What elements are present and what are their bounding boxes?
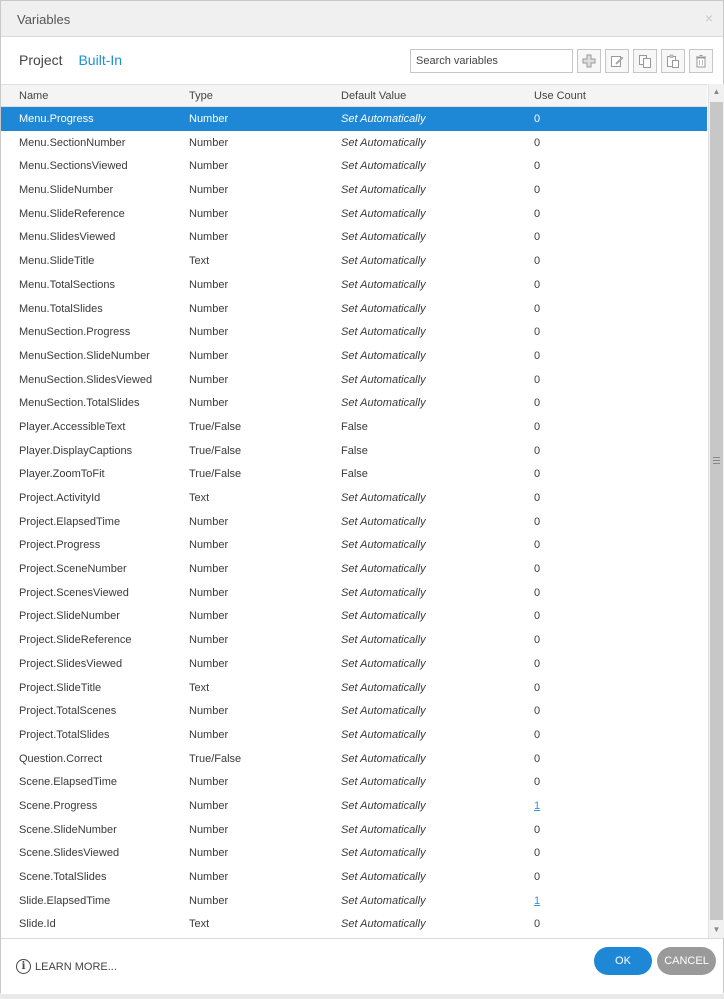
cell-use-count: 0	[534, 231, 541, 244]
cell-type: Number	[189, 776, 229, 789]
cell-use-count: 0	[534, 184, 541, 197]
table-row[interactable]	[1, 912, 707, 936]
cell-use-count: 0	[534, 634, 541, 647]
cell-use-count: 0	[534, 136, 541, 149]
table-row[interactable]	[1, 652, 707, 676]
title-bar	[1, 1, 723, 37]
cell-type: Text	[189, 492, 210, 504]
table-row[interactable]	[1, 510, 707, 534]
copy-variable-button[interactable]	[633, 49, 657, 73]
ok-button[interactable]: OK	[594, 947, 652, 975]
cell-default-value: Set Automatically	[341, 349, 426, 362]
cell-type: Number	[189, 326, 229, 339]
cell-default-value: Set Automatically	[341, 515, 426, 528]
cell-default-value: Set Automatically	[341, 847, 426, 860]
table-row[interactable]	[1, 462, 707, 486]
cell-default-value: Set Automatically	[341, 752, 426, 765]
column-header-default-value[interactable]: Default Value	[341, 90, 407, 102]
cell-name: Project.ActivityId	[19, 492, 101, 504]
edit-variable-button[interactable]	[605, 49, 629, 73]
table-row[interactable]	[1, 794, 707, 818]
cell-name: Project.SlideNumber	[19, 610, 120, 623]
delete-variable-button[interactable]	[689, 49, 713, 73]
column-header-name[interactable]: Name	[19, 90, 49, 102]
paste-variable-button[interactable]	[661, 49, 685, 73]
cell-use-count: 0	[534, 823, 541, 836]
cell-use-count[interactable]: 1	[534, 894, 541, 907]
cell-type: Number	[189, 136, 229, 149]
cell-use-count: 0	[534, 326, 541, 339]
cell-name: Menu.SlideReference	[19, 207, 125, 220]
cell-default-value: Set Automatically	[341, 563, 426, 576]
grip-icon	[713, 457, 720, 464]
cell-use-count: 0	[534, 207, 541, 220]
cell-default-value: Set Automatically	[341, 302, 426, 315]
cell-use-count: 0	[534, 468, 541, 481]
cell-default-value: Set Automatically	[341, 160, 426, 173]
cell-name: Project.ScenesViewed	[19, 586, 129, 599]
cell-type: True/False	[189, 468, 242, 481]
table-row[interactable]	[1, 178, 707, 202]
cell-name: Menu.SlideNumber	[19, 184, 114, 197]
cell-use-count: 0	[534, 586, 541, 599]
copy-icon	[638, 54, 652, 68]
cell-name: Scene.SlideNumber	[19, 823, 117, 836]
cell-name: Scene.TotalSlides	[19, 871, 107, 883]
table-row[interactable]	[1, 841, 707, 865]
table-row[interactable]	[1, 344, 707, 368]
cell-default-value: Set Automatically	[341, 231, 426, 244]
close-icon[interactable]: ×	[704, 10, 713, 26]
cell-type: Number	[189, 728, 229, 741]
cell-type: Number	[189, 799, 229, 812]
table-row[interactable]	[1, 297, 707, 321]
cell-use-count: 0	[534, 255, 541, 268]
cell-default-value: Set Automatically	[341, 918, 426, 931]
table-row[interactable]	[1, 439, 707, 463]
cell-type: Number	[189, 847, 229, 860]
cell-name: Menu.SlideTitle	[19, 255, 95, 268]
cell-use-count: 0	[534, 657, 541, 670]
cell-use-count: 0	[534, 705, 541, 718]
table-row[interactable]	[1, 415, 707, 439]
cell-default-value: Set Automatically	[341, 373, 426, 386]
cell-default-value: Set Automatically	[341, 610, 426, 623]
table-row[interactable]	[1, 320, 707, 344]
cell-name: Slide.ElapsedTime	[19, 894, 111, 907]
cell-use-count: 0	[534, 302, 541, 315]
cell-name: Player.DisplayCaptions	[19, 444, 133, 457]
cell-use-count: 0	[534, 420, 541, 433]
table-row[interactable]	[1, 107, 707, 131]
cell-use-count: 0	[534, 918, 541, 931]
table-row[interactable]	[1, 273, 707, 297]
cell-name: Scene.SlidesViewed	[19, 847, 120, 860]
cell-type: Number	[189, 160, 229, 173]
cell-default-value: Set Automatically	[341, 397, 426, 410]
cell-type: Text	[189, 255, 210, 268]
cell-type: Number	[189, 184, 229, 197]
cell-name: MenuSection.SlidesViewed	[19, 373, 153, 386]
cell-default-value: Set Automatically	[341, 776, 426, 789]
dialog-title: Variables	[17, 12, 71, 27]
delete-icon	[694, 54, 708, 68]
cell-default-value: Set Automatically	[341, 278, 426, 291]
cell-name: Menu.SlidesViewed	[19, 231, 116, 244]
search-input[interactable]	[410, 49, 573, 73]
cell-name: Project.SlideReference	[19, 634, 132, 647]
cell-use-count: 0	[534, 539, 541, 552]
cell-default-value: Set Automatically	[341, 681, 426, 694]
cell-type: Number	[189, 397, 229, 410]
table-row[interactable]	[1, 486, 707, 510]
cell-use-count: 0	[534, 444, 541, 457]
table-row[interactable]	[1, 770, 707, 794]
cell-default-value: Set Automatically	[341, 539, 426, 552]
cell-name: Player.ZoomToFit	[19, 468, 105, 481]
cell-name: Project.SlideTitle	[19, 681, 102, 694]
cell-name: Project.TotalScenes	[19, 705, 117, 718]
cell-default-value: Set Automatically	[341, 705, 426, 718]
cell-default-value: Set Automatically	[341, 728, 426, 741]
table-row[interactable]	[1, 581, 707, 605]
table-row[interactable]	[1, 628, 707, 652]
cell-default-value: Set Automatically	[341, 799, 426, 812]
cell-use-count: 0	[534, 728, 541, 741]
cell-use-count: 0	[534, 610, 541, 623]
table-row[interactable]	[1, 249, 707, 273]
cell-use-count: 0	[534, 397, 541, 410]
cancel-button[interactable]: CANCEL	[657, 947, 716, 975]
cell-use-count: 0	[534, 776, 541, 789]
cell-type: Text	[189, 918, 210, 931]
cell-use-count: 0	[534, 752, 541, 765]
cell-name: Project.Progress	[19, 539, 101, 552]
table-row[interactable]	[1, 131, 707, 155]
column-header-use-count[interactable]: Use Count	[534, 90, 586, 102]
cell-type: Text	[189, 681, 210, 694]
cell-name: Menu.Progress	[19, 113, 94, 125]
cell-name: Project.SceneNumber	[19, 563, 127, 576]
cell-name: Menu.SectionsViewed	[19, 160, 128, 173]
vertical-scrollbar[interactable]	[708, 84, 724, 938]
cell-default-value: False	[341, 420, 368, 433]
add-icon	[582, 54, 596, 68]
cell-type: True/False	[189, 752, 242, 765]
table-row[interactable]	[1, 533, 707, 557]
learn-more-link[interactable]	[16, 959, 117, 974]
table-row[interactable]	[1, 676, 707, 700]
cell-type: Number	[189, 705, 229, 718]
cell-name: Menu.SectionNumber	[19, 136, 126, 149]
cell-name: Menu.TotalSections	[19, 278, 115, 291]
cell-default-value: False	[341, 468, 368, 481]
cell-use-count: 0	[534, 681, 541, 694]
cell-type: Number	[189, 634, 229, 647]
table-row[interactable]	[1, 818, 707, 842]
cell-type: Number	[189, 610, 229, 623]
cell-name: Project.SlidesViewed	[19, 657, 123, 670]
cell-default-value: Set Automatically	[341, 894, 426, 907]
learn-more-label: LEARN MORE...	[35, 960, 117, 973]
cell-type: Number	[189, 302, 229, 315]
table-row[interactable]	[1, 391, 707, 415]
info-icon: i	[16, 959, 31, 974]
tab-built-in[interactable]: Built-In	[78, 52, 123, 68]
cell-name: Slide.Id	[19, 918, 56, 931]
table-row[interactable]	[1, 604, 707, 628]
cell-type: Number	[189, 113, 229, 125]
cell-default-value: Set Automatically	[341, 871, 426, 883]
cell-name: Question.Correct	[19, 752, 103, 765]
cell-use-count: 0	[534, 160, 541, 173]
table-row[interactable]	[1, 865, 707, 889]
table-row[interactable]	[1, 699, 707, 723]
cell-use-count: 0	[534, 847, 541, 860]
cell-default-value: Set Automatically	[341, 823, 426, 836]
tab-bar	[19, 52, 134, 68]
cell-use-count: 0	[534, 515, 541, 528]
cell-default-value: False	[341, 444, 368, 457]
cell-default-value: Set Automatically	[341, 326, 426, 339]
cell-name: Scene.ElapsedTime	[19, 776, 118, 789]
cell-name: Project.TotalSlides	[19, 728, 110, 741]
cell-type: True/False	[189, 420, 242, 433]
cell-use-count: 0	[534, 349, 541, 362]
table-row[interactable]	[1, 368, 707, 392]
table-row[interactable]	[1, 225, 707, 249]
cell-type: Number	[189, 349, 229, 362]
tab-project[interactable]: Project	[19, 52, 63, 68]
cell-type: Number	[189, 373, 229, 386]
cell-type: Number	[189, 539, 229, 552]
cell-name: MenuSection.Progress	[19, 326, 131, 339]
cell-type: Number	[189, 823, 229, 836]
cell-use-count: 0	[534, 278, 541, 291]
cell-default-value: Set Automatically	[341, 113, 426, 125]
edit-icon	[610, 54, 624, 68]
cell-default-value: Set Automatically	[341, 657, 426, 670]
scroll-up-icon[interactable]: ▲	[712, 87, 721, 96]
scrollbar-thumb[interactable]	[710, 102, 723, 920]
cell-type: Number	[189, 231, 229, 244]
cell-name: Menu.TotalSlides	[19, 302, 103, 315]
column-header-type[interactable]: Type	[189, 90, 213, 102]
cell-type: Number	[189, 894, 229, 907]
cell-type: Number	[189, 871, 229, 883]
cell-default-value: Set Automatically	[341, 184, 426, 197]
table-body	[1, 107, 707, 936]
cell-type: Number	[189, 207, 229, 220]
cell-use-count: 0	[534, 492, 541, 504]
table-row[interactable]	[1, 202, 707, 226]
table-row[interactable]	[1, 557, 707, 581]
cell-type: Number	[189, 586, 229, 599]
cell-name: Project.ElapsedTime	[19, 515, 121, 528]
cell-name: Scene.Progress	[19, 799, 98, 812]
cell-name: MenuSection.SlideNumber	[19, 349, 150, 362]
cell-type: True/False	[189, 444, 242, 457]
cell-default-value: Set Automatically	[341, 255, 426, 268]
table-row[interactable]	[1, 747, 707, 771]
cell-type: Number	[189, 515, 229, 528]
cell-use-count: 0	[534, 871, 541, 883]
dialog-footer	[1, 938, 723, 994]
cell-name: Player.AccessibleText	[19, 420, 126, 433]
cell-use-count: 0	[534, 373, 541, 386]
cell-use-count[interactable]: 1	[534, 799, 541, 812]
cell-default-value: Set Automatically	[341, 492, 426, 504]
cell-name: MenuSection.TotalSlides	[19, 397, 140, 410]
table-row[interactable]	[1, 154, 707, 178]
paste-icon	[666, 54, 680, 68]
variables-table	[1, 84, 707, 938]
cell-type: Number	[189, 657, 229, 670]
cell-default-value: Set Automatically	[341, 136, 426, 149]
table-row[interactable]	[1, 723, 707, 747]
table-row[interactable]	[1, 889, 707, 913]
cell-default-value: Set Automatically	[341, 586, 426, 599]
cell-type: Number	[189, 278, 229, 291]
cell-type: Number	[189, 563, 229, 576]
cell-default-value: Set Automatically	[341, 207, 426, 220]
table-header	[1, 84, 707, 107]
cell-default-value: Set Automatically	[341, 634, 426, 647]
cell-use-count: 0	[534, 113, 541, 125]
scroll-down-icon[interactable]: ▼	[712, 925, 721, 934]
add-variable-button[interactable]	[577, 49, 601, 73]
cell-use-count: 0	[534, 563, 541, 576]
